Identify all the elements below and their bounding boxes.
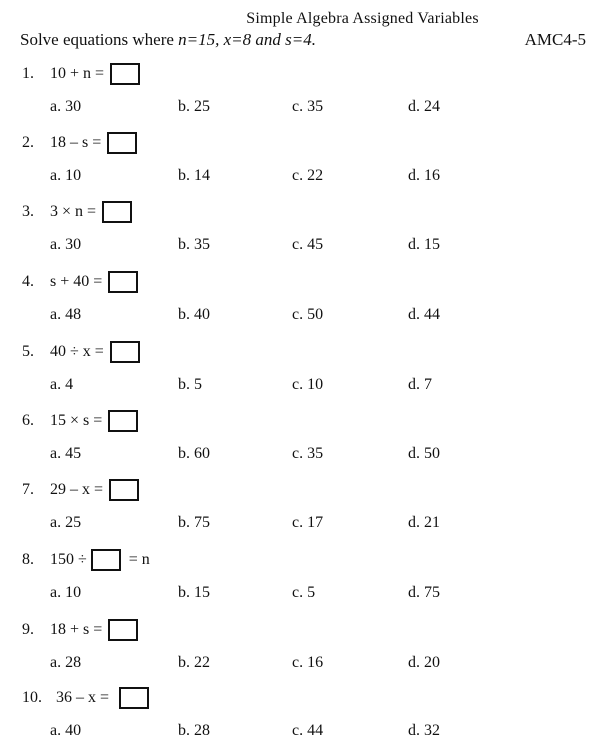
- choice-a: a. 45: [50, 445, 82, 462]
- equation-left: 15 × s =: [50, 412, 103, 429]
- question-1: [22, 62, 582, 115]
- equation-left: 3 × n =: [50, 203, 97, 220]
- question-equation: [22, 686, 149, 710]
- question-2: [22, 131, 582, 184]
- choice-a: a. 30: [50, 236, 82, 253]
- question-4: [22, 270, 582, 323]
- choice-b: b. 28: [178, 722, 210, 739]
- equation-left: 29 – x =: [50, 481, 104, 498]
- question-number: 10.: [22, 689, 46, 706]
- choice-b: b. 25: [178, 98, 210, 115]
- question-3: [22, 200, 582, 253]
- choice-c: c. 17: [292, 514, 324, 531]
- answer-choices: [22, 306, 582, 326]
- choice-a: a. 10: [50, 167, 82, 184]
- choice-b: b. 22: [178, 654, 210, 671]
- choice-b: b. 75: [178, 514, 210, 531]
- question-number: 5.: [22, 343, 38, 360]
- choice-d: d. 21: [408, 514, 440, 531]
- choice-d: d. 44: [408, 306, 440, 323]
- answer-choices: [22, 722, 582, 742]
- question-equation: [22, 200, 132, 224]
- choice-c: c. 50: [292, 306, 324, 323]
- question-equation: [22, 478, 139, 502]
- choice-d: d. 24: [408, 98, 440, 115]
- answer-choices: [22, 236, 582, 256]
- choice-b: b. 60: [178, 445, 210, 462]
- question-10: [22, 686, 582, 739]
- answer-box[interactable]: [108, 410, 138, 432]
- variable-assignments: n=15, x=8 and s=4.: [178, 30, 316, 49]
- answer-box[interactable]: [110, 341, 140, 363]
- choice-d: d. 50: [408, 445, 440, 462]
- equation-right: = n: [124, 551, 150, 568]
- equation-left: 40 ÷ x =: [50, 343, 104, 360]
- equation-left: 18 – s =: [50, 134, 102, 151]
- answer-box[interactable]: [108, 619, 138, 641]
- choice-c: c. 16: [292, 654, 324, 671]
- choice-b: b. 40: [178, 306, 210, 323]
- choice-d: d. 7: [408, 376, 432, 393]
- question-number: 6.: [22, 412, 38, 429]
- equation-left: 10 + n =: [50, 65, 105, 82]
- choice-a: a. 40: [50, 722, 82, 739]
- question-number: 8.: [22, 551, 38, 568]
- question-9: [22, 618, 582, 671]
- answer-box[interactable]: [91, 549, 121, 571]
- choice-c: c. 35: [292, 445, 324, 462]
- choice-d: d. 75: [408, 584, 440, 601]
- choice-a: a. 48: [50, 306, 82, 323]
- answer-choices: [22, 98, 582, 118]
- question-number: 7.: [22, 481, 38, 498]
- equation-left: s + 40 =: [50, 273, 103, 290]
- question-number: 2.: [22, 134, 38, 151]
- question-equation: [22, 62, 140, 86]
- question-equation: [22, 618, 138, 642]
- choice-a: a. 30: [50, 98, 82, 115]
- choice-c: c. 44: [292, 722, 324, 739]
- answer-box[interactable]: [109, 479, 139, 501]
- answer-choices: [22, 167, 582, 187]
- answer-choices: [22, 514, 582, 534]
- choice-c: c. 45: [292, 236, 324, 253]
- question-equation: [22, 548, 150, 572]
- worksheet-code: AMC4-5: [524, 30, 586, 49]
- choice-a: a. 28: [50, 654, 82, 671]
- question-number: 4.: [22, 273, 38, 290]
- question-equation: [22, 131, 137, 155]
- choice-a: a. 4: [50, 376, 74, 393]
- choice-b: b. 35: [178, 236, 210, 253]
- choice-b: b. 14: [178, 167, 210, 184]
- instructions: [20, 30, 316, 50]
- answer-choices: [22, 654, 582, 674]
- question-7: [22, 478, 582, 531]
- choice-a: a. 25: [50, 514, 82, 531]
- equation-left: 150 ÷: [50, 551, 87, 568]
- worksheet-title: Simple Algebra Assigned Variables: [246, 10, 479, 27]
- question-number: 1.: [22, 65, 38, 82]
- answer-choices: [22, 376, 582, 396]
- question-equation: [22, 340, 140, 364]
- choice-c: c. 35: [292, 98, 324, 115]
- question-5: [22, 340, 582, 393]
- answer-box[interactable]: [110, 63, 140, 85]
- equation-left: 18 + s =: [50, 621, 103, 638]
- answer-box[interactable]: [102, 201, 132, 223]
- choice-c: c. 22: [292, 167, 324, 184]
- choice-c: c. 5: [292, 584, 316, 601]
- question-equation: [22, 270, 138, 294]
- question-equation: [22, 409, 138, 433]
- choice-d: d. 20: [408, 654, 440, 671]
- choice-a: a. 10: [50, 584, 82, 601]
- answer-choices: [22, 445, 582, 465]
- choice-d: d. 15: [408, 236, 440, 253]
- instructions-text: Solve equations where: [20, 30, 179, 49]
- question-6: [22, 409, 582, 462]
- answer-box[interactable]: [108, 271, 138, 293]
- choice-b: b. 15: [178, 584, 210, 601]
- answer-box[interactable]: [107, 132, 137, 154]
- choice-c: c. 10: [292, 376, 324, 393]
- answer-box[interactable]: [119, 687, 149, 709]
- equation-left: 36 – x =: [56, 689, 110, 706]
- question-number: 3.: [22, 203, 38, 220]
- choice-d: d. 16: [408, 167, 440, 184]
- answer-choices: [22, 584, 582, 604]
- question-8: [22, 548, 582, 601]
- question-number: 9.: [22, 621, 38, 638]
- choice-b: b. 5: [178, 376, 202, 393]
- choice-d: d. 32: [408, 722, 440, 739]
